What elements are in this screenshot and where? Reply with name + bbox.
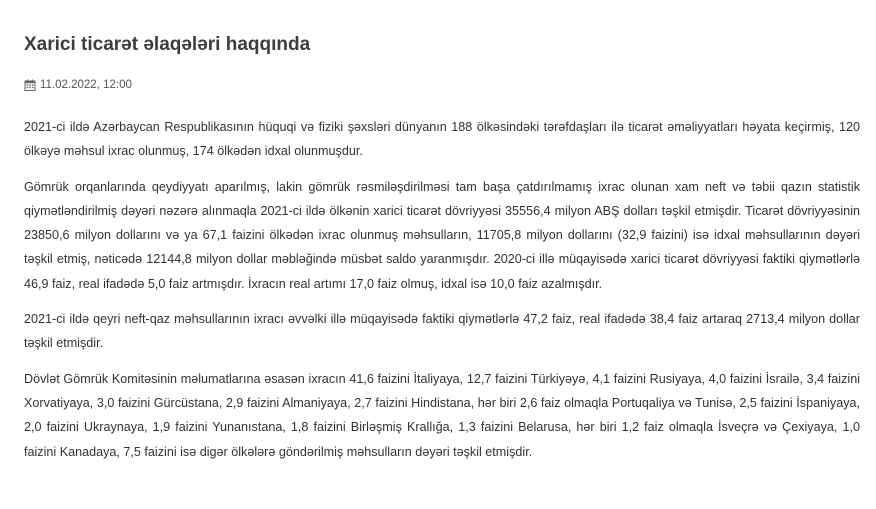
article-body [24, 115, 860, 464]
paragraph: 2021-ci ildə Azərbaycan Respublikasının hüquqi və fiziki şəxsləri dünyanın 188 ölkəsindəki tərəfdaşları ilə ticarət əməliyyatları həyata keçirmiş, 120 ölkəyə məhsul ixrac olunmuş, 174 ölkədən idxal olunmuşdur. [24, 120, 860, 159]
paragraph: 2021-ci ildə qeyri neft-qaz məhsullarının ixracı əvvəlki illə müqayisədə faktiki qiymətlərlə 47,2 faiz, real ifadədə 38,4 faiz artaraq 2713,4 milyon dollar təşkil etmişdir. [24, 312, 860, 351]
publish-date: 11.02.2022, 12:00 [40, 79, 132, 91]
article-meta [24, 77, 860, 93]
paragraph: Dövlət Gömrük Komitəsinin məlumatlarına əsasən ixracın 41,6 faizini İtaliyaya, 12,7 faizini Türkiyəyə, 4,1 faizini Rusiyaya, 4,0 faizini İsrailə, 3,4 faizini Xorvatiyaya, 3,0 faizini Gürcüstana, 2,9 faizini Almaniyaya, 2,7 faizini Hindistana, hər biri 2,6 faiz olmaqla Portuqaliya və Tunisə, 2,5 faizini İspaniyaya, 2,0 faizini Ukraynaya, 1,9 faizini Yunanıstana, 1,8 faizini Birləşmiş Krallığa, 1,3 faizini Belarusa, hər biri 1,2 faiz olmaqla İsveçrə və Çexiyaya, 1,0 faizini Kanadaya, 7,5 faizini isə digər ölkələrə göndərilmiş məhsulların dəyəri təşkil etmişdir. [24, 371, 860, 459]
calendar-icon [24, 79, 36, 91]
page-title: Xarici ticarət əlaqələri haqqında [24, 34, 311, 55]
paragraph: Gömrük orqanlarında qeydiyyatı aparılmış, lakin gömrük rəsmiləşdirilməsi tam başa çatdırılmamış ixrac olunan xam neft və təbii qazın statistik qiymətləndirilmiş dəyəri nəzərə alınmaqla 2021-ci ildə ölkənin xarici ticarət dövriyyəsi 35556,4 milyon ABŞ dolları təşkil etmişdir. Ticarət dövriyyəsinin 23850,6 milyon dollarını və ya 67,1 faizini ölkədən ixrac olunmuş məhsulların, 11705,8 milyon dollarını (32,9 faizini) isə idxal məhsullarının dəyəri təşkil etmiş, nəticədə 12144,8 milyon dollar məbləğində müsbət saldo yaranmışdır. 2020-ci illə müqayisədə xarici ticarət dövriyyəsi faktiki qiymətlərlə 46,9 faiz, real ifadədə 5,0 faiz artmışdır. İxracın real artımı 17,0 faiz olmuş, idxal isə 10,0 faiz azalmışdır. [24, 179, 860, 291]
article [24, 0, 860, 464]
